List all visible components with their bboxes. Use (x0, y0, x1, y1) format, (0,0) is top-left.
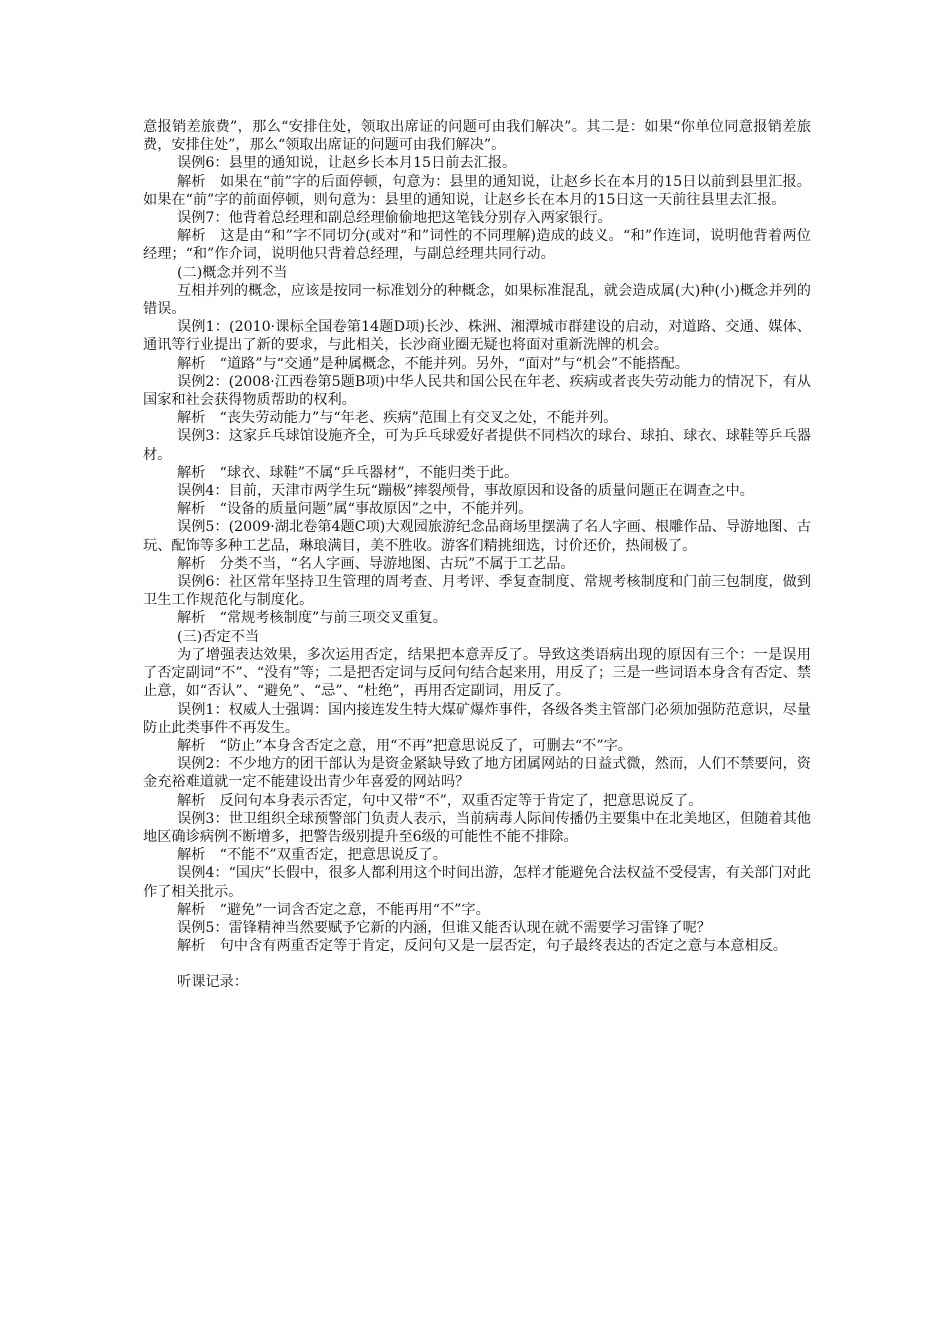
paragraph: 误例6：县里的通知说，让赵乡长本月15日前去汇报。 (177, 155, 517, 172)
paragraph: 解析 “丧失劳动能力”与“年老、疾病”范围上有交叉之处，不能并列。 (177, 410, 618, 427)
paragraph: 解析 如果在“前”字的后面停顿，句意为：县里的通知说，让赵乡长在本月的15日以前到县里汇报。如果在“前”字的前面停顿，则句意为：县里的通知说，让赵乡长在本月的15日这一天前往县里去汇报。 (143, 173, 811, 208)
paragraph: 误例5：雷锋精神当然要赋予它新的内涵，但谁又能否认现在就不需要学习雷锋了呢？ (177, 919, 711, 936)
section-heading: (二)概念并列不当 (177, 264, 288, 281)
paragraph: 误例2：(2008·江西卷第5题B项)中华人民共和国公民在年老、疾病或者丧失劳动能力的情况下，有从国家和社会获得物质帮助的权利。 (143, 373, 811, 409)
paragraph: 互相并列的概念，应该是按同一标准划分的种概念，如果标准混乱，就会造成属(大)种(小)概念并列的错误。 (143, 282, 811, 318)
paragraph: 解析 “避免”一词含否定之意，不能再用“不”字。 (177, 901, 490, 918)
paragraph: 误例4：目前，天津市两学生玩“蹦极”摔裂颅骨，事故原因和设备的质量问题正在调查之中。 (177, 483, 754, 500)
section-heading: (三)否定不当 (177, 628, 260, 645)
paragraph: 解析 “道路”与“交通”是种属概念，不能并列。另外，“面对”与“机会”不能搭配。 (177, 355, 690, 372)
paragraph: 误例1：(2010·课标全国卷第14题D项)长沙、株洲、湘潭城市群建设的启动，对道路、交通、媒体、通讯等行业提出了新的要求，与此相关，长沙商业圈无疑也将面对重新洗牌的机会。 (143, 319, 811, 354)
paragraph: 误例6：社区常年坚持卫生管理的周考查、月考评、季复查制度、常规考核制度和门前三包制度，做到卫生工作规范化与制度化。 (143, 574, 811, 609)
paragraph: 解析 分类不当，“名人字画、导游地图、古玩”不属于工艺品。 (177, 555, 575, 572)
paragraph: 误例5：(2009·湖北卷第4题C项)大观园旅游纪念品商场里摆满了名人字画、根雕作品、导游地图、古玩、配饰等多种工艺品，琳琅满目，美不胜收。游客们精挑细选，讨价还价，热闹极了。 (143, 519, 811, 554)
paragraph: 解析 “设备的质量问题”属“事故原因”之中，不能并列。 (177, 501, 533, 518)
paragraph: 意报销差旅费”，那么“安排住处，领取出席证的问题可由我们解决”。其二是：如果“你单位同意报销差旅费，安排住处”，那么“领取出席证的问题可由我们解决”。 (143, 119, 811, 154)
paragraph: 为了增强表达效果，多次运用否定，结果把本意弄反了。导致这类语病出现的原因有三个：一是误用了否定副词“不”、“没有”等；二是把否定词与反问句结合起来用，用反了；三是一些词语本身含有否定、禁止意，如“否认”、“避免”、“忌”、“杜绝”，再用否定副词，用反了。 (143, 646, 811, 700)
paragraph: 解析 “防止”本身含否定之意，用“不再”把意思说反了，可删去“不”字。 (177, 737, 632, 754)
paragraph: 误例3：这家乒乓球馆设施齐全，可为乒乓球爱好者提供不同档次的球台、球拍、球衣、球鞋等乒乓器材。 (143, 428, 811, 463)
paragraph: 解析 句中含有两重否定等于肯定，反问句又是一层否定，句子最终表达的否定之意与本意相反。 (177, 938, 788, 955)
paragraph: 误例4：“国庆”长假中，很多人都利用这个时间出游，怎样才能避免合法权益不受侵害，有关部门对此作了相关批示。 (143, 865, 811, 900)
document-body (143, 118, 811, 992)
paragraph: 解析 “不能不”双重否定，把意思说反了。 (177, 847, 447, 864)
notes-label: 听课记录： (177, 974, 248, 991)
paragraph: 解析 “常规考核制度”与前三项交叉重复。 (177, 610, 447, 627)
paragraph: 解析 “球衣、球鞋”不属“乒乓器材”，不能归类于此。 (177, 464, 519, 481)
paragraph: 误例1：权威人士强调：国内接连发生特大煤矿爆炸事件，各级各类主管部门必须加强防范意识，尽量防止此类事件不再发生。 (143, 701, 811, 736)
paragraph: 误例2：不少地方的团干部认为是资金紧缺导致了地方团属网站的日益式微，然而，人们不禁要问，资金充裕难道就一定不能建设出青少年喜爱的网站吗？ (143, 756, 811, 791)
paragraph: 解析 这是由“和”字不同切分(或对“和”词性的不同理解)造成的歧义。“和”作连词，说明他背着两位经理；“和”作介词，说明他只背着总经理，与副总经理共同行动。 (143, 228, 811, 263)
paragraph: 误例7：他背着总经理和副总经理偷偷地把这笔钱分别存入两家银行。 (177, 210, 612, 227)
paragraph: 解析 反问句本身表示否定，句中又带“不”，双重否定等于肯定了，把意思说反了。 (177, 792, 703, 809)
paragraph: 误例3：世卫组织全球预警部门负责人表示，当前病毒人际间传播仍主要集中在北美地区，但随着其他地区确诊病例不断增多，把警告级别提升至6级的可能性不能不排除。 (143, 810, 811, 845)
